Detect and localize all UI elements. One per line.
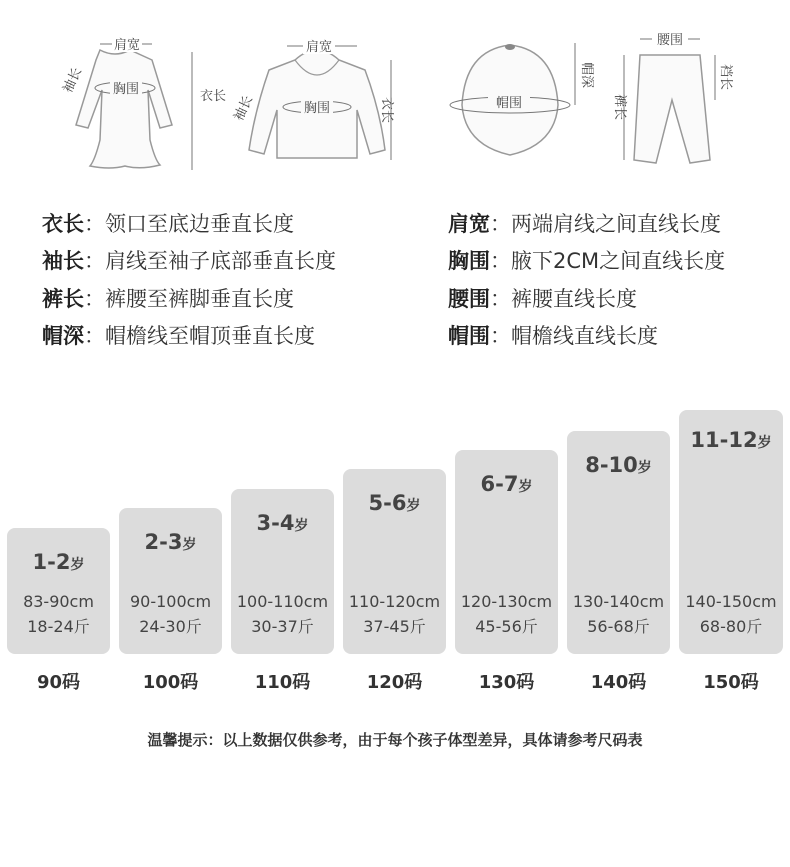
size-label-110: 110码 [254, 672, 311, 693]
pants-waist-label: 腰围 [656, 33, 684, 48]
weight-range: 45-56斤 [475, 617, 538, 636]
size-label-90: 90码 [36, 672, 81, 693]
size-label-140: 140码 [590, 672, 647, 693]
hoodie-shoulder-label: 肩宽 [305, 40, 333, 55]
height-range: 90-100cm [129, 592, 212, 611]
size-card-120 [343, 469, 446, 654]
size-label-120: 120码 [366, 672, 423, 693]
pants-diagram [600, 25, 750, 170]
cap-circumference-label: 帽围 [495, 96, 523, 111]
cap-depth-label: 帽深 [579, 61, 594, 89]
hoodie-chest-label: 胸围 [303, 101, 331, 116]
definition-shoulder: 肩宽：两端肩线之间直线长度 [448, 212, 721, 236]
height-range: 130-140cm [572, 592, 665, 611]
height-range: 110-120cm [348, 592, 441, 611]
pants-crotch-label: 裆长 [718, 63, 733, 91]
definition-cap-depth: 帽深：帽檐线至帽顶垂直长度 [42, 324, 315, 348]
definition-length: 衣长：领口至底边垂直长度 [42, 212, 294, 236]
age-range: 8-10岁 [585, 453, 652, 477]
definition-sleeve: 袖长：肩线至袖子底部垂直长度 [42, 249, 336, 273]
size-label-100: 100码 [142, 672, 199, 693]
weight-range: 68-80斤 [699, 617, 763, 636]
pants-length-label: 裤长 [612, 93, 627, 121]
dress-length-label: 衣长 [200, 89, 227, 104]
dress-chest-label: 胸围 [112, 82, 140, 97]
dress-sleeve-label: 袖长 [60, 65, 86, 96]
age-range: 2-3岁 [144, 530, 197, 554]
height-range: 83-90cm [23, 592, 94, 611]
dress-shoulder-label: 肩宽 [113, 38, 141, 53]
weight-range: 30-37斤 [251, 617, 314, 636]
hoodie-diagram [225, 30, 410, 180]
hoodie-length-label: 衣长 [379, 96, 394, 124]
hoodie-sleeve-label: 袖长 [231, 93, 257, 124]
size-label-150: 150码 [703, 672, 759, 693]
size-card-130 [455, 450, 558, 654]
weight-range: 18-24斤 [27, 617, 90, 636]
age-range: 6-7岁 [480, 472, 533, 496]
dress-diagram [40, 30, 227, 180]
tip-text: 温馨提示：以上数据仅供参考，由于每个孩子体型差异，具体请参考尺码表 [147, 731, 643, 749]
height-range: 140-150cm [685, 592, 777, 611]
height-range: 120-130cm [460, 592, 553, 611]
age-range: 11-12岁 [690, 428, 772, 452]
age-range: 3-4岁 [256, 511, 309, 535]
weight-range: 24-30斤 [139, 617, 202, 636]
size-card-110 [231, 489, 334, 654]
height-range: 100-110cm [236, 592, 329, 611]
size-card-140 [567, 431, 670, 654]
cap-diagram [440, 35, 600, 165]
age-range: 5-6岁 [368, 491, 421, 515]
definition-waist: 腰围：裤腰直线长度 [448, 287, 637, 311]
definition-chest: 胸围：腋下2CM之间直线长度 [448, 249, 726, 273]
age-range: 1-2岁 [32, 550, 85, 574]
size-card-90 [7, 528, 110, 654]
size-label-130: 130码 [478, 672, 535, 693]
weight-range: 56-68斤 [587, 617, 650, 636]
weight-range: 37-45斤 [363, 617, 426, 636]
size-card-150 [679, 410, 783, 654]
definition-cap-circumference: 帽围：帽檐线直线长度 [448, 324, 658, 348]
size-card-100 [119, 508, 222, 654]
definition-pants-length: 裤长：裤腰至裤脚垂直长度 [42, 287, 294, 311]
